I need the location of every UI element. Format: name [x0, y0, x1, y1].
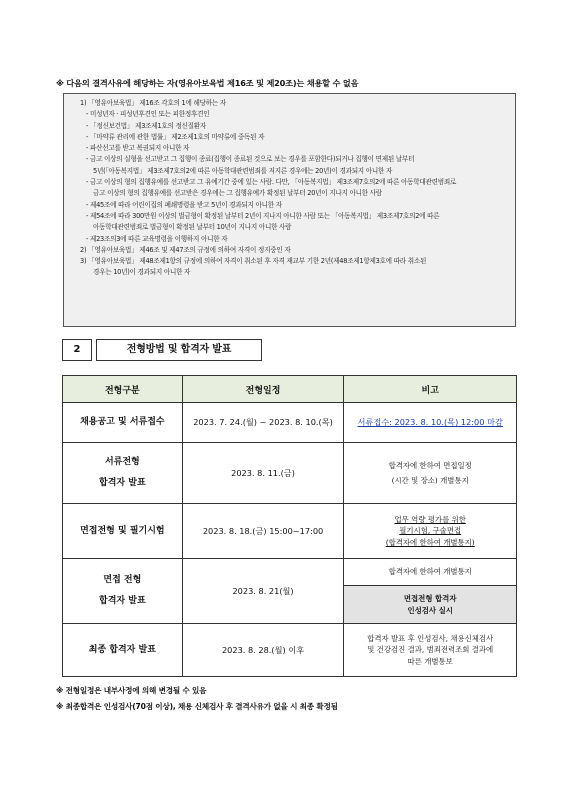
disqualification-item: 아동학대관련범죄로 벌금형이 확정된 날부터 10년이 지나지 아니한 사람	[93, 223, 292, 232]
header-schedule: 전형일정	[182, 376, 344, 403]
stage-line: 서류전형	[104, 457, 140, 467]
disqualification-item: - 제54조에 따라 300만원 이상의 벌금형이 확정된 날부터 2년이 지나지 아니한 사람 또는 「아동복지법」 제3조제7호의2에 따른	[86, 211, 440, 220]
stage-cell: 채용공고 및 서류접수	[63, 403, 183, 443]
stage-line: 합격자 발표	[99, 478, 146, 488]
footnote-final-pass: ※ 최종합격은 인성검사(70점 이상), 채용 신체검사 후 결격사유가 없을 시 최종 확정됨	[56, 702, 338, 711]
table-row	[63, 403, 517, 443]
schedule-table	[62, 375, 517, 677]
header-note: 비고	[344, 376, 517, 403]
disqualification-heading: ※ 다음의 결격사유에 해당하는 자(영유아보육법 제16조 및 제20조)는 채용할 수 없음	[56, 78, 359, 88]
note-line: 면접전형 합격자	[403, 594, 457, 603]
note-line: (시간 및 장소) 개별통지	[391, 475, 469, 485]
table-header-row	[63, 376, 517, 403]
section-number: 2	[62, 339, 92, 361]
note-line: (합격자에 한하여 개별통지)	[385, 537, 475, 547]
schedule-cell: 2023. 8. 18.(금) 15:00~17:00	[182, 504, 344, 559]
disqualification-item: - 미성년자 · 피성년후견인 또는 피한정후견인	[86, 110, 210, 119]
note-cell	[344, 504, 517, 559]
stage-cell	[63, 443, 183, 504]
schedule-cell: 2023. 7. 24.(월) ~ 2023. 8. 10.(목)	[182, 403, 344, 443]
disqualification-item: - 파산선고를 받고 복권되지 아니한 자	[86, 144, 190, 153]
table-row	[63, 559, 517, 586]
note-cell	[344, 586, 517, 624]
schedule-cell: 2023. 8. 28.(월) 이후	[182, 624, 344, 677]
disqualification-item: - 제45조에 따라 어린이집의 폐쇄명령을 받고 5년이 경과되지 아니한 자	[86, 200, 282, 209]
footnote-schedule-change: ※ 전형일정은 내부사정에 의해 변경될 수 있음	[56, 686, 207, 695]
table-row	[63, 443, 517, 504]
stage-line: 합격자 발표	[99, 596, 146, 606]
stage-cell: 최종 합격자 발표	[63, 624, 183, 677]
stage-line: 면접 전형	[103, 575, 142, 585]
note-cell: 합격자에 한하여 개별통지	[344, 559, 517, 586]
disqualification-item: - 금고 이상의 실형을 선고받고 그 집행이 종료(집행이 종료된 것으로 보는 경우를 포함한다)되거나 집행이 면제된 날부터	[86, 155, 415, 164]
disqualification-item: 3) 「영유아보육법」 제48조제1항의 규정에 의하여 자격이 취소된 후 자격 재교부 기한 2년(제48조제1항제3호에 따라 취소된	[80, 257, 427, 266]
note-line: 및 건강검진 결과, 범죄전력조회 결과에	[367, 645, 494, 655]
disqualification-item: - 제23조의3에 따른 교육명령을 이행하지 아니한 자	[86, 234, 228, 243]
disqualification-box	[63, 93, 516, 327]
schedule-cell: 2023. 8. 11.(금)	[182, 443, 344, 504]
note-cell	[344, 443, 517, 504]
disqualification-item: - 「정신보건법」 제3조제1호의 정신질환자	[86, 121, 207, 130]
note-line: 인성검사 실시	[407, 605, 453, 615]
note-line: 필기시험, 구술면접	[399, 526, 462, 536]
note-line: 합격자에 한하여 면접일정	[388, 461, 472, 470]
table-row	[63, 504, 517, 559]
disqualification-item: 2) 「영유아보육법」 제46조 및 제47조의 규정에 의하여 자격이 정지중인 자	[80, 245, 291, 254]
disqualification-item: 5년(「아동복지법」 제3조제7호의2에 따른 아동학대관련범죄를 저지른 경우에는 20년)이 경과되지 아니한 자	[93, 166, 393, 175]
table-row	[63, 624, 517, 677]
note-cell	[344, 403, 517, 443]
note-line: 따른 개별통보	[407, 656, 453, 666]
stage-cell: 면접전형 및 필기시험	[63, 504, 183, 559]
disqualification-item: 1) 「영유아보육법」 제16조 각호의 1에 해당하는 자	[80, 99, 226, 107]
application-deadline-link[interactable]: 서류접수: 2023. 8. 10.(목) 12:00 마감	[357, 416, 503, 427]
schedule-cell: 2023. 8. 21(월)	[182, 559, 344, 624]
header-stage: 전형구분	[63, 376, 183, 403]
disqualification-item: - 「마약류 관리에 관한 법률」 제2조제1호의 마약류에 중독된 자	[86, 132, 265, 141]
disqualification-item: - 금고 이상의 형의 집행유예를 선고받고 그 유예기간 중에 있는 사람. 다만, 「아동복지법」 제3조제7호의2에 따른 아동학대관련범죄로	[86, 178, 457, 187]
section-title: 전형방법 및 합격자 발표	[96, 339, 262, 361]
note-cell	[344, 624, 517, 677]
note-line: 합격자 발표 후 인성검사, 채용신체검사	[367, 633, 494, 643]
stage-cell	[63, 559, 183, 624]
disqualification-item: 경우는 10년)이 경과되지 아니한 자	[93, 268, 191, 277]
disqualification-item: 금고 이상의 형의 집행유예를 선고받은 경우에는 그 집행유예가 확정된 날부터 20년이 지나지 아니한 사람	[93, 189, 382, 198]
note-line: 업무 역량 평가를 위한	[394, 514, 466, 524]
